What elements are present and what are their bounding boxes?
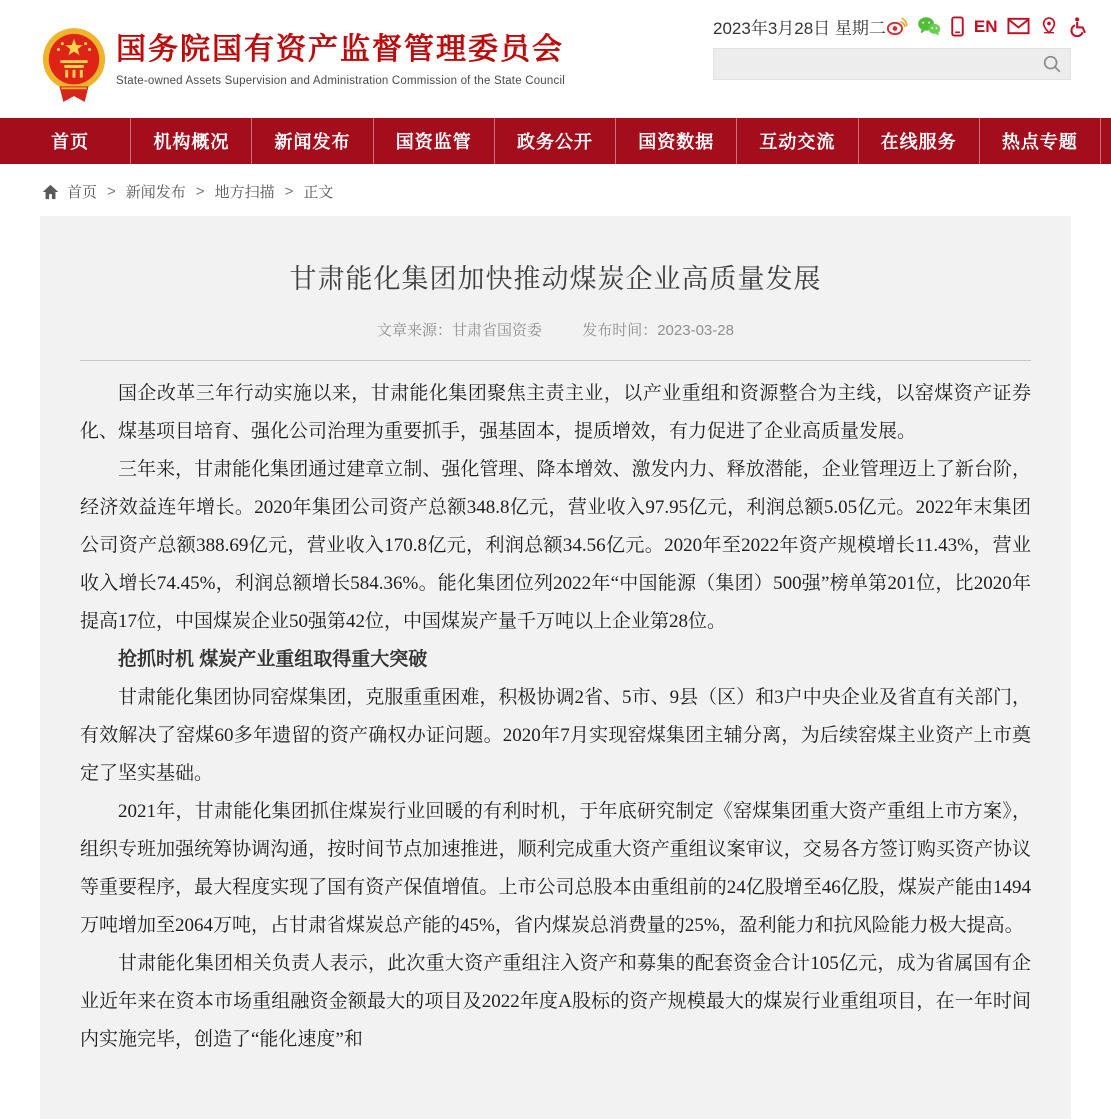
nav-item[interactable]: 国资监管 [374,118,495,164]
nav-item[interactable]: 互动交流 [737,118,858,164]
breadcrumb-separator: > [284,183,294,200]
nav-item[interactable]: 在线服务 [859,118,980,164]
nav-item[interactable]: 国资数据 [616,118,737,164]
article-body [80,375,1031,1059]
article-paragraph: 国企改革三年行动实施以来，甘肃能化集团聚焦主责主业，以产业重组和资源整合为主线，以窑煤资产证券化、煤基项目培育、强化公司治理为重要抓手，强基固本，提质增效，有力促进了企业高质量发展。 [80,383,1031,443]
nav-item[interactable]: 热点专题 [980,118,1101,164]
share-icon-row [886,16,1088,37]
article-paragraph: 抢抓时机 煤炭产业重组取得重大突破 [118,649,428,671]
search-button[interactable] [1041,53,1063,75]
breadcrumb-link[interactable]: 地方扫描 [214,184,275,201]
nav-item[interactable]: 政务公开 [495,118,616,164]
breadcrumb-item [303,181,333,202]
nav-item[interactable]: 新闻发布 [252,118,373,164]
article-publish-time: 发布时间：2023-03-28 [582,322,734,340]
main-nav [0,118,1111,164]
article-paragraph: 2021年，甘肃能化集团抓住煤炭行业回暖的有利时机，于年底研究制定《窑煤集团重大资产重组上市方案》，组织专班加强统筹协调沟通，按时间节点加速推进，顺利完成重大资产重组议案审议，交易各方签订购买资产协议等重要程序，最大程度实现了国有资产保值增值。上市公司总股本由重组前的24亿股增至46亿股，煤炭产能由1494万吨增加至2064万吨，占甘肃省煤炭总产能的45%，省内煤炭总消费量的25%，盈利能力和抗风险能力极大提高。 [80,801,1031,937]
en-link[interactable]: EN [973,16,998,36]
site-subtitle: State-owned Assets Supervision and Administration Commission of the State Council [116,75,565,87]
date-icon-row [713,12,1071,40]
location-icon[interactable] [1039,16,1059,36]
searchbar [713,48,1071,80]
site-header [0,0,1111,118]
article-paragraph: 三年来，甘肃能化集团通过建章立制、强化管理、降本增效、激发内力、释放潜能，企业管理迈上了新台阶，经济效益连年增长。2020年集团公司资产总额348.8亿元，营业收入97.95亿元，利润总额5.05亿元。2022年末集团公司资产总额388.69亿元，营业收入170.8亿元，利润总额34.56亿元。2020年至2022年资产规模增长11.43%，营业收入增长74.45%，利润总额增长584.36%。能化集团位列2022年“中国能源（集团）500强”榜单第201位，比2020年提高17位，中国煤炭企业50强第42位，中国煤炭产量千万吨以上企业第28位。 [80,459,1031,633]
article-source: 文章来源：甘肃省国资委 [377,322,543,340]
breadcrumb-separator: > [107,183,116,200]
search-icon [1041,53,1063,75]
breadcrumb-item [215,181,304,202]
meta-divider [80,360,1031,361]
breadcrumb-link[interactable]: 正文 [303,184,334,201]
article-container [40,216,1071,1119]
national-emblem-logo[interactable] [40,24,108,106]
article-title: 甘肃能化集团加快推动煤炭企业高质量发展 [289,264,822,294]
wechat-icon[interactable] [917,16,941,36]
mobile-icon[interactable] [950,16,965,37]
nav-item[interactable]: 机构概况 [131,118,252,164]
mail-icon[interactable] [1007,17,1030,35]
topbar-right [713,12,1071,80]
breadcrumb-link[interactable]: 新闻发布 [125,184,186,201]
breadcrumb-item [126,181,215,202]
article-paragraph: 甘肃能化集团协同窑煤集团，克服重重困难，积极协调2省、5市、9县（区）和3户中央企业及省直有关部门，有效解决了窑煤60多年遗留的资产确权办证问题。2020年7月实现窑煤集团主辅分离，为后续窑煤主业资产上市奠定了坚实基础。 [80,687,1031,785]
date-text: 2023年3月28日 星期二 [713,18,886,38]
article-meta [80,319,1031,340]
home-icon[interactable] [42,184,59,200]
site-title: 国务院国有资产监督管理委员会 [116,33,564,66]
article-paragraph: 甘肃能化集团相关负责人表示，此次重大资产重组注入资产和募集的配套资金合计105亿元，成为省属国有企业近年来在资本市场重组融资金额最大的项目及2022年度A股标的资产规模最大的煤炭行业重组项目，在一年时间内实施完毕，创造了“能化速度”和 [80,953,1031,1051]
breadcrumb-separator: > [195,183,205,200]
weibo-icon[interactable] [886,16,908,36]
accessibility-icon[interactable] [1068,16,1088,37]
breadcrumb-link[interactable]: 首页 [67,184,98,201]
breadcrumb-item [67,181,126,202]
brand-block [116,32,565,87]
search-input[interactable] [713,48,1071,80]
breadcrumb [42,181,1071,202]
breadcrumb-trail [67,181,333,202]
nav-item[interactable]: 首页 [10,118,131,164]
